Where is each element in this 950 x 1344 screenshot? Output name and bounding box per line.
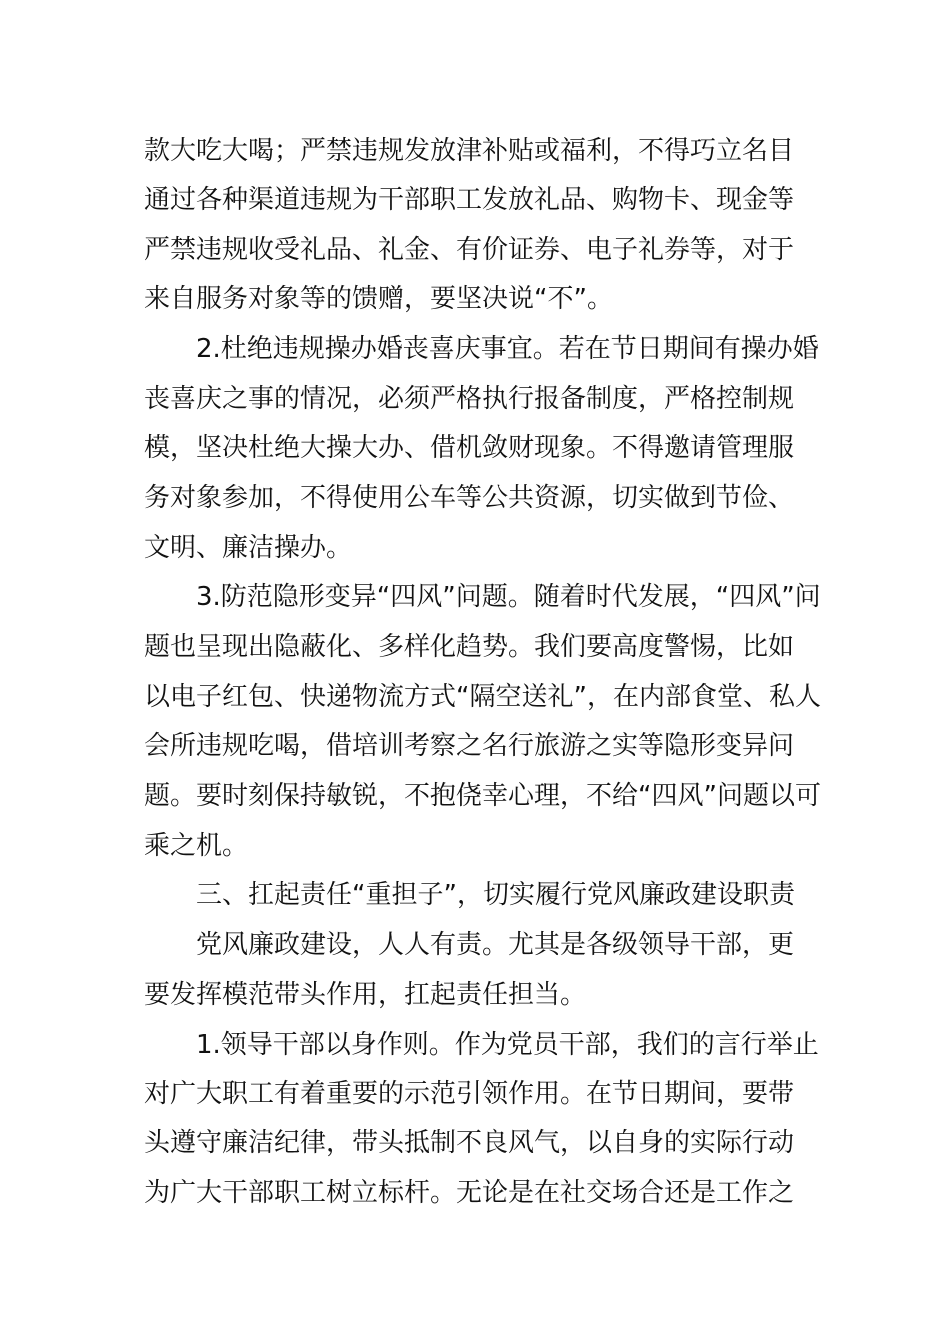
text-line: 党风廉政建设，人人有责。尤其是各级领导干部，更 bbox=[196, 930, 795, 960]
text-line: 乘之机。 bbox=[144, 831, 249, 861]
text-line: 模，坚决杜绝大操大办、借机敛财现象。不得邀请管理服 bbox=[144, 433, 795, 463]
text-line: 丧喜庆之事的情况，必须严格执行报备制度，严格控制规 bbox=[144, 384, 795, 414]
paragraph-heading: 3.防范隐形变异“四风”问题。随着时代发展，“四风”问 bbox=[196, 582, 821, 612]
text-line: 通过各种渠道违规为干部职工发放礼品、购物卡、现金等 bbox=[144, 185, 795, 215]
text-line: 文明、廉洁操办。 bbox=[144, 533, 353, 563]
text-line: 对广大职工有着重要的示范引领作用。在节日期间，要带 bbox=[144, 1079, 795, 1109]
text-line: 会所违规吃喝，借培训考察之名行旅游之实等隐形变异问 bbox=[144, 731, 795, 761]
text-line: 题也呈现出隐蔽化、多样化趋势。我们要高度警惕，比如 bbox=[144, 632, 795, 662]
text-line: 头遵守廉洁纪律，带头抵制不良风气，以自身的实际行动 bbox=[144, 1128, 795, 1158]
text-line: 务对象参加，不得使用公车等公共资源，切实做到节俭、 bbox=[144, 483, 795, 513]
text-line: 严禁违规收受礼品、礼金、有价证券、电子礼券等，对于 bbox=[144, 235, 795, 265]
text-line: 为广大干部职工树立标杆。无论是在社交场合还是工作之 bbox=[144, 1178, 795, 1208]
text-line: 题。要时刻保持敏锐，不抱侥幸心理，不给“四风”问题以可 bbox=[144, 781, 821, 811]
paragraph-heading: 2.杜绝违规操办婚丧喜庆事宜。若在节日期间有操办婚 bbox=[196, 334, 819, 364]
section-heading: 三、扛起责任“重担子”，切实履行党风廉政建设职责 bbox=[196, 880, 795, 910]
text-line: 以电子红包、快递物流方式“隔空送礼”，在内部食堂、私人 bbox=[144, 682, 821, 712]
paragraph-heading: 1.领导干部以身作则。作为党员干部，我们的言行举止 bbox=[196, 1030, 819, 1060]
text-line: 要发挥模范带头作用，扛起责任担当。 bbox=[144, 980, 587, 1010]
text-line: 款大吃大喝；严禁违规发放津补贴或福利，不得巧立名目 bbox=[144, 136, 795, 166]
text-line: 来自服务对象等的馈赠，要坚决说“不”。 bbox=[144, 284, 613, 314]
